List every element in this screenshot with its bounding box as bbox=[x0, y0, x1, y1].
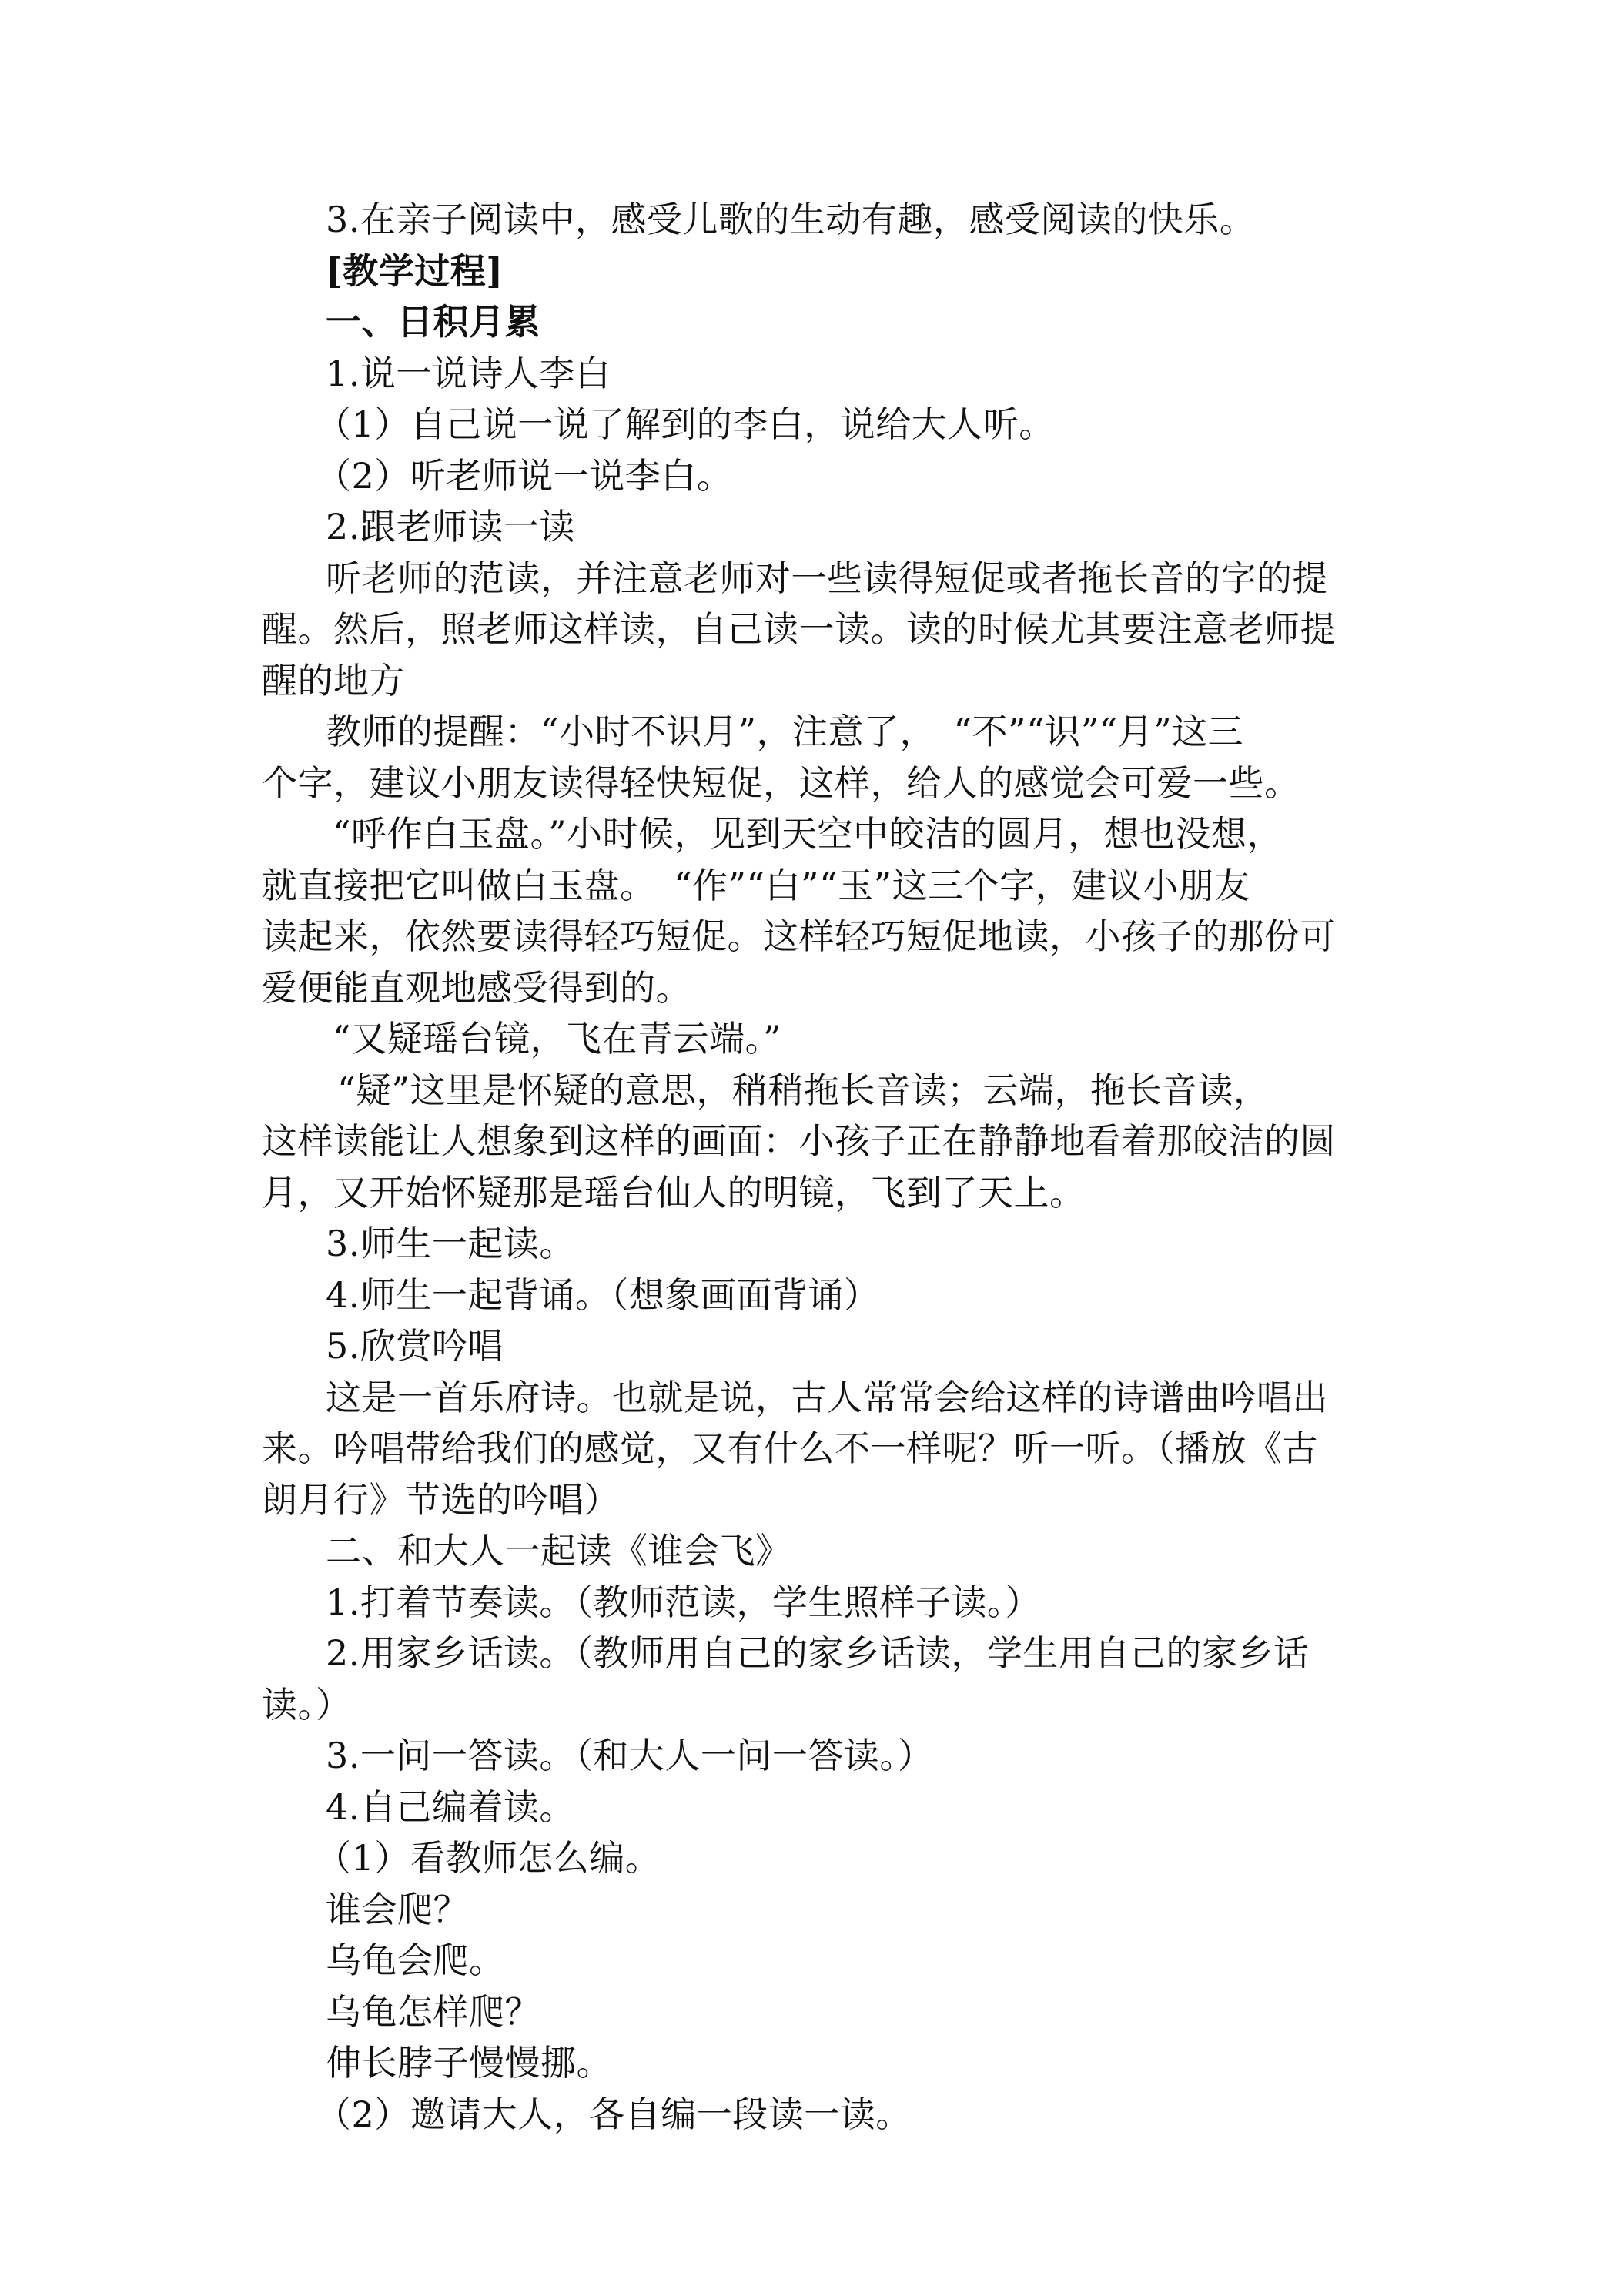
paragraph-line: 醒的地方 bbox=[262, 659, 405, 701]
step-3-heading: 3.师生一起读。 bbox=[326, 1223, 575, 1264]
paragraph-line: 朗月行》节选的吟唱） bbox=[262, 1478, 620, 1521]
paragraph-line: 读起来，依然要读得轻巧短促。这样轻巧短促地读，小孩子的那份可 bbox=[262, 915, 1336, 957]
paragraph-line: 来。吟唱带给我们的感觉，又有什么不一样呢？听一听。（播放《古 bbox=[262, 1427, 1318, 1469]
step-2-heading: 2.跟老师读一读 bbox=[326, 506, 575, 547]
document-body bbox=[262, 194, 1386, 2140]
step-5-heading: 5.欣赏吟唱 bbox=[326, 1325, 504, 1367]
read-step-1: 1.打着节奏读。（教师范读，学生照样子读。） bbox=[326, 1581, 1041, 1623]
paragraph-line: 就直接把它叫做白玉盘。 “作”“白”“玉”这三个字，建议小朋友 bbox=[262, 864, 1250, 906]
paragraph-line: 这是一首乐府诗。也就是说，古人常常会给这样的诗谱曲吟唱出 bbox=[326, 1376, 1328, 1418]
section-heading-daily-accumulation: 一、日积月累 bbox=[326, 301, 540, 343]
paragraph-line: 个字，建议小朋友读得轻快短促，这样，给人的感觉会可爱一些。 bbox=[262, 761, 1300, 804]
paragraph-line: 教师的提醒：“小时不识月”，注意了， “不”“识”“月”这三 bbox=[326, 711, 1244, 752]
step-4-heading: 4.师生一起背诵。（想象画面背诵） bbox=[326, 1274, 880, 1316]
rhyme-line: 伸长脖子慢慢挪。 bbox=[326, 2042, 612, 2083]
rhyme-line: 谁会爬？ bbox=[326, 1888, 469, 1930]
read-step-4-sub-1: （1）看教师怎么编。 bbox=[316, 1837, 661, 1879]
read-step-3: 3.一问一答读。（和大人一问一答读。） bbox=[326, 1735, 934, 1776]
step-1-heading: 1.说一说诗人李白 bbox=[326, 352, 611, 394]
paragraph-line: 醒。然后，照老师这样读，自己读一读。读的时候尤其要注意老师提 bbox=[262, 608, 1336, 650]
paragraph-line: 爱便能直观地感受得到的。 bbox=[262, 966, 691, 1009]
read-step-2-continued: 读。） bbox=[262, 1683, 352, 1725]
paragraph-line: 听老师的范读，并注意老师对一些读得短促或者拖长音的字的提 bbox=[326, 557, 1328, 599]
rhyme-line: 乌龟怎样爬？ bbox=[326, 1990, 540, 2033]
step-1-sub-1: （1）自己说一说了解到的李白，说给大人听。 bbox=[316, 403, 1055, 445]
read-step-2: 2.用家乡话读。（教师用自己的家乡话读，学生用自己的家乡话 bbox=[326, 1632, 1310, 1674]
paragraph-line: 这样读能让人想象到这样的画面：小孩子正在静静地看着那皎洁的圆 bbox=[262, 1120, 1336, 1162]
section-heading-read-together: 二、和大人一起读《谁会飞》 bbox=[326, 1530, 791, 1571]
paragraph-line: “呼作白玉盘。”小时候，见到天空中皎洁的圆月，想也没想， bbox=[333, 813, 1283, 855]
paragraph-line: 月，又开始怀疑那是瑶台仙人的明镜，飞到了天上。 bbox=[262, 1171, 1086, 1213]
rhyme-line: 乌龟会爬。 bbox=[326, 1940, 505, 1981]
section-heading-teaching-process: [教学过程] bbox=[326, 249, 504, 292]
paragraph-line: “疑”这里是怀疑的意思，稍稍拖长音读；云端，拖长音读， bbox=[337, 1069, 1270, 1111]
step-1-sub-2: （2）听老师说一说李白。 bbox=[316, 454, 733, 497]
read-step-4: 4.自己编着读。 bbox=[326, 1786, 575, 1828]
objective-3: 3.在亲子阅读中，感受儿歌的生动有趣，感受阅读的快乐。 bbox=[326, 199, 1256, 240]
poem-quote: “又疑瑶台镜，飞在青云端。” bbox=[333, 1018, 782, 1059]
read-step-4-sub-2: （2）邀请大人，各自编一段读一读。 bbox=[316, 2093, 912, 2135]
